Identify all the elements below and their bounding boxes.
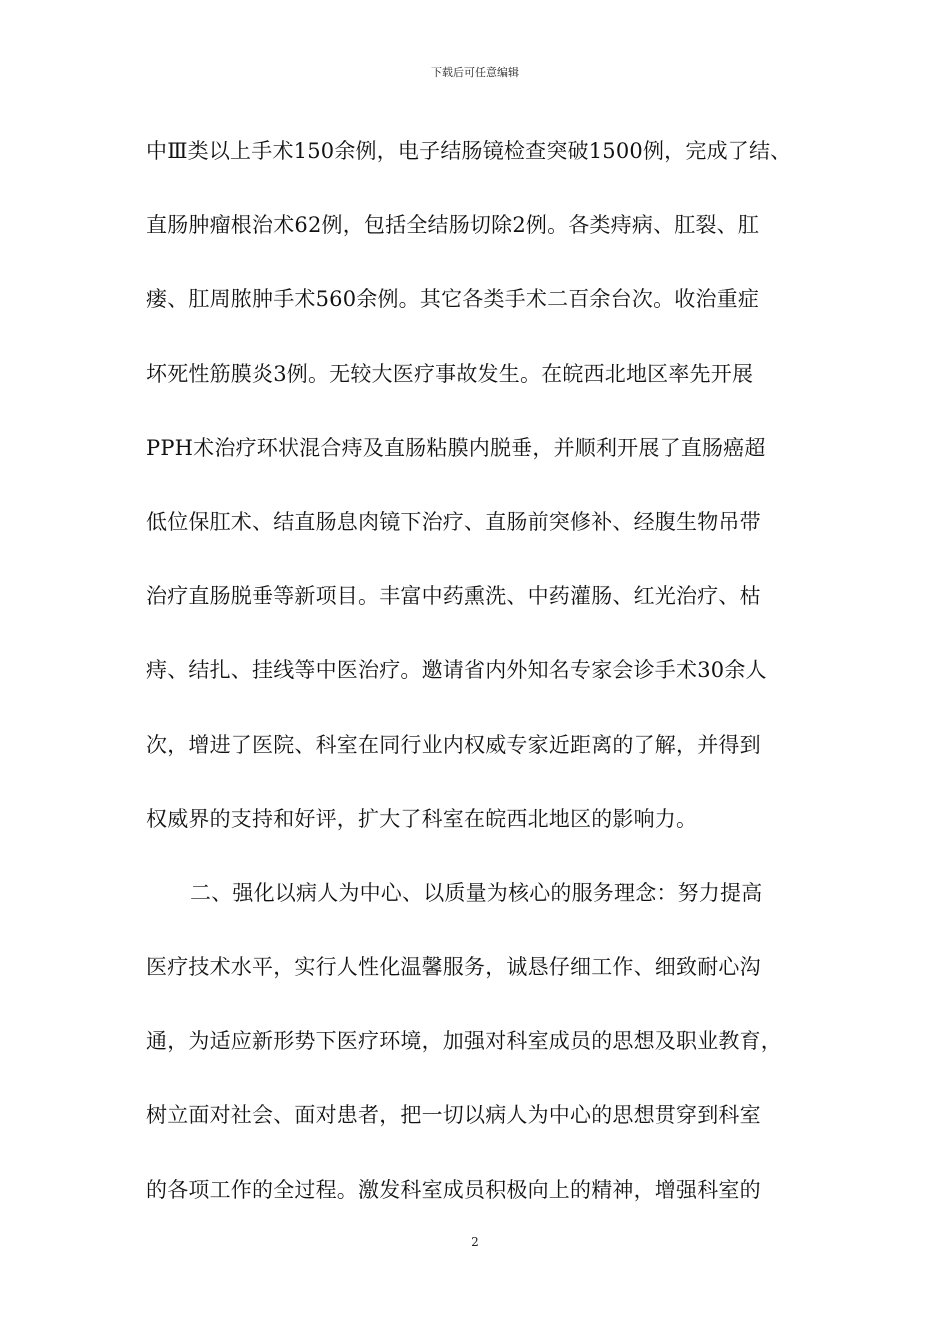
text-line: 治疗直肠脱垂等新项目。丰富中药熏洗、中药灌肠、红光治疗、枯: [146, 584, 761, 609]
text-line: 通，为适应新形势下医疗环境，加强对科室成员的思想及职业教育，: [146, 1029, 782, 1054]
text-line: 坏死性筋膜炎3例。无较大医疗事故发生。在皖西北地区率先开展: [146, 361, 754, 386]
text-line: 直肠肿瘤根治术62例，包括全结肠切除2例。各类痔病、肛裂、肛: [146, 213, 760, 238]
text-line: 次，增进了医院、科室在同行业内权威专家近距离的了解，并得到: [146, 732, 761, 757]
text-line: 的各项工作的全过程。激发科室成员积极向上的精神，增强科室的: [146, 1177, 761, 1202]
text-line: 树立面对社会、面对患者，把一切以病人为中心的思想贯穿到科室: [146, 1103, 761, 1128]
text-line: 医疗技术水平，实行人性化温馨服务，诚恳仔细工作、细致耐心沟: [146, 955, 761, 980]
text-line: PPH术治疗环状混合痔及直肠粘膜内脱垂，并顺利开展了直肠癌超: [146, 435, 766, 460]
text-line: 痔、结扎、挂线等中医治疗。邀请省内外知名专家会诊手术30余人: [146, 658, 767, 683]
text-line: 瘘、肛周脓肿手术560余例。其它各类手术二百余台次。收治重症: [146, 287, 760, 312]
text-line: 中Ⅲ类以上手术150余例，电子结肠镜检查突破1500例，完成了结、: [146, 139, 792, 163]
text-line: 权威界的支持和好评，扩大了科室在皖西北地区的影响力。: [146, 806, 698, 831]
page-header-note: 下载后可任意编辑: [431, 66, 519, 79]
text-line: 低位保肛术、结直肠息肉镜下治疗、直肠前突修补、经腹生物吊带: [146, 509, 761, 534]
page-number: 2: [471, 1235, 479, 1249]
document-body: [146, 126, 826, 1239]
paragraph-start-line: 二、强化以病人为中心、以质量为核心的服务理念：努力提高: [190, 880, 763, 905]
